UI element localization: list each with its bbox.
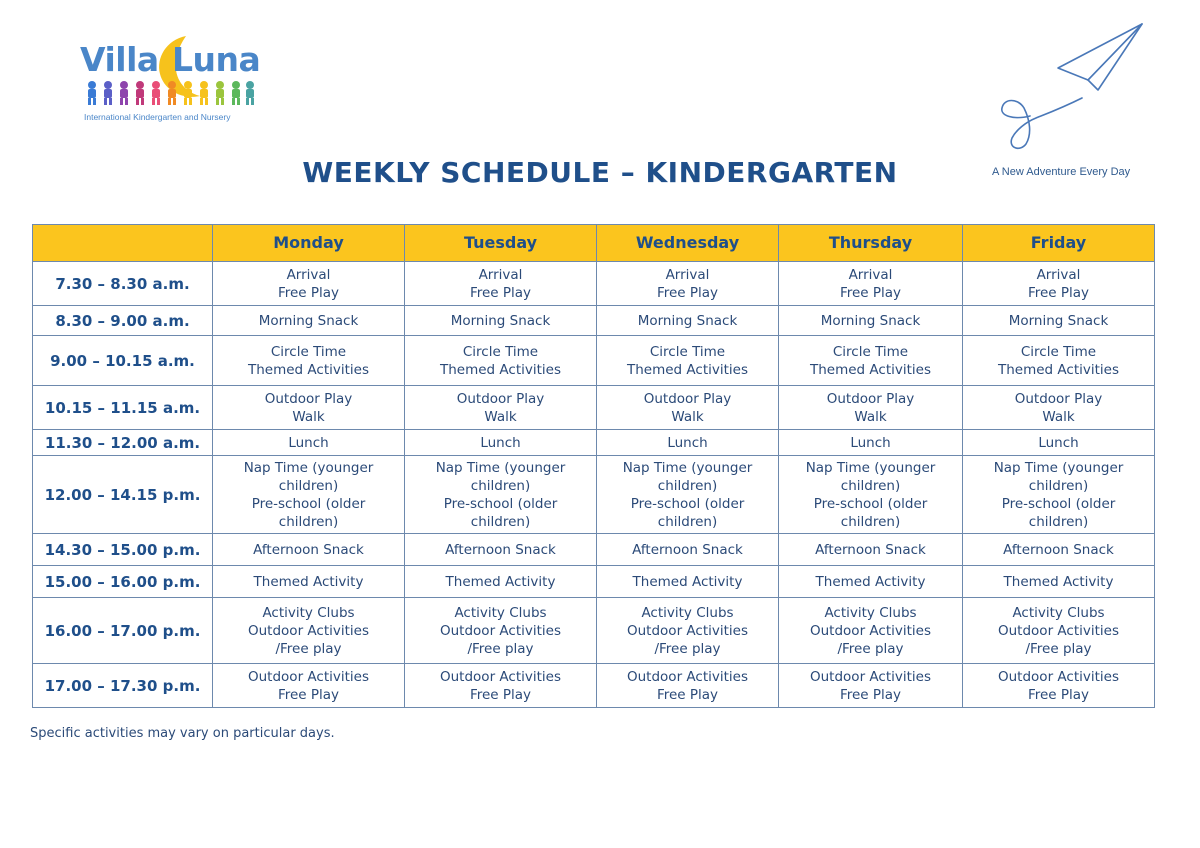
activity-line: Outdoor Activities [440,668,561,685]
activity-cell-wednesday [597,262,779,306]
activity-line: Outdoor Activities [248,668,369,685]
time-slot: 10.15 – 11.15 a.m. [33,386,213,430]
activity-cell-wednesday [597,566,779,598]
activity-cell-wednesday [597,386,779,430]
activity-line: /Free play [654,640,721,657]
activity-line: Arrival [286,266,331,283]
activity-cell-wednesday [597,664,779,708]
activity-cell-tuesday [405,430,597,456]
activity-line: Themed Activity [632,573,743,590]
time-slot: 7.30 – 8.30 a.m. [33,262,213,306]
activity-cell-monday [213,386,405,430]
activity-line: /Free play [837,640,904,657]
activity-line: /Free play [467,640,534,657]
activity-cell-monday [213,664,405,708]
activity-line: Walk [1042,408,1075,425]
activity-cell-tuesday [405,306,597,336]
activity-line: Free Play [839,686,902,703]
activity-cell-wednesday [597,534,779,566]
activity-cell-wednesday [597,456,779,534]
activity-line: Lunch [667,434,708,451]
activity-line: Free Play [1027,284,1090,301]
table-row [33,306,1155,336]
header-corner [33,225,213,262]
activity-line: children) [657,513,718,530]
schedule-body [33,262,1155,708]
activity-line: Outdoor Activities [248,622,369,639]
page-title: WEEKLY SCHEDULE – KINDERGARTEN [302,156,898,189]
activity-line: Themed Activity [253,573,364,590]
activity-line: Circle Time [270,343,347,360]
table-row [33,386,1155,430]
activity-line: Nap Time (younger [805,459,936,476]
day-header-wednesday: Wednesday [597,225,779,262]
activity-line: Pre-school (older [443,495,558,512]
activity-line: children) [1028,477,1089,494]
activity-line: Morning Snack [637,312,738,329]
time-slot: 12.00 – 14.15 p.m. [33,456,213,534]
activity-line: Themed Activities [809,361,931,378]
activity-line: Free Play [277,284,340,301]
activity-cell-monday [213,262,405,306]
activity-line: Arrival [665,266,710,283]
activity-line: Themed Activities [439,361,561,378]
activity-cell-thursday [779,430,963,456]
schedule-table [32,224,1155,708]
activity-line: /Free play [275,640,342,657]
activity-line: children) [278,513,339,530]
activity-line: Arrival [848,266,893,283]
activity-line: Walk [671,408,704,425]
activity-line: Activity Clubs [454,604,547,621]
table-row [33,336,1155,386]
activity-line: Pre-school (older [813,495,928,512]
activity-cell-monday [213,598,405,664]
activity-cell-tuesday [405,664,597,708]
activity-cell-monday [213,534,405,566]
activity-line: Free Play [469,686,532,703]
header-row [33,225,1155,262]
activity-line: Free Play [469,284,532,301]
activity-line: Lunch [288,434,329,451]
children-figures-icon [84,80,256,106]
table-row [33,262,1155,306]
table-row [33,598,1155,664]
activity-line: Circle Time [1020,343,1097,360]
activity-line: Morning Snack [450,312,551,329]
activity-line: Outdoor Activities [627,622,748,639]
activity-line: Themed Activity [815,573,926,590]
activity-line: /Free play [1025,640,1092,657]
activity-line: children) [840,513,901,530]
day-header-friday: Friday [963,225,1155,262]
activity-cell-friday [963,386,1155,430]
time-slot: 16.00 – 17.00 p.m. [33,598,213,664]
activity-line: Free Play [656,686,719,703]
activity-line: children) [1028,513,1089,530]
activity-cell-thursday [779,456,963,534]
activity-line: children) [470,513,531,530]
activity-line: Free Play [277,686,340,703]
activity-line: Outdoor Play [264,390,353,407]
activity-line: Outdoor Activities [998,622,1119,639]
time-slot: 14.30 – 15.00 p.m. [33,534,213,566]
activity-cell-monday [213,456,405,534]
activity-cell-tuesday [405,566,597,598]
activity-line: Walk [484,408,517,425]
activity-line: Morning Snack [258,312,359,329]
activity-line: Outdoor Activities [810,622,931,639]
activity-cell-thursday [779,566,963,598]
activity-line: Lunch [850,434,891,451]
activity-line: children) [657,477,718,494]
activity-line: children) [840,477,901,494]
activity-line: Activity Clubs [641,604,734,621]
activity-line: Arrival [1036,266,1081,283]
activity-cell-thursday [779,598,963,664]
activity-line: Walk [854,408,887,425]
activity-line: Walk [292,408,325,425]
activity-line: Lunch [480,434,521,451]
activity-line: Pre-school (older [251,495,366,512]
activity-line: Arrival [478,266,523,283]
activity-line: Themed Activity [1003,573,1114,590]
activity-line: Activity Clubs [1012,604,1105,621]
table-row [33,430,1155,456]
activity-line: Free Play [1027,686,1090,703]
activity-line: Afternoon Snack [1003,541,1114,558]
activity-cell-wednesday [597,336,779,386]
activity-line: Afternoon Snack [445,541,556,558]
activity-line: Themed Activities [247,361,369,378]
activity-line: Free Play [656,284,719,301]
activity-cell-wednesday [597,430,779,456]
activity-line: Morning Snack [1008,312,1109,329]
logo-word-luna: Luna [172,40,261,79]
activity-line: children) [470,477,531,494]
activity-cell-thursday [779,386,963,430]
time-slot: 11.30 – 12.00 a.m. [33,430,213,456]
activity-line: Outdoor Play [1014,390,1103,407]
activity-line: Circle Time [649,343,726,360]
table-row [33,566,1155,598]
activity-cell-tuesday [405,456,597,534]
table-row [33,456,1155,534]
activity-cell-tuesday [405,598,597,664]
activity-line: Afternoon Snack [815,541,926,558]
activity-cell-friday [963,336,1155,386]
activity-line: Afternoon Snack [253,541,364,558]
activity-line: Nap Time (younger [435,459,566,476]
activity-cell-monday [213,566,405,598]
activity-cell-thursday [779,336,963,386]
activity-cell-tuesday [405,336,597,386]
activity-line: Lunch [1038,434,1079,451]
activity-line: Afternoon Snack [632,541,743,558]
activity-line: Pre-school (older [1001,495,1116,512]
activity-cell-thursday [779,306,963,336]
footnote: Specific activities may vary on particular days. [30,726,335,741]
activity-cell-friday [963,534,1155,566]
activity-line: Outdoor Activities [440,622,561,639]
activity-cell-tuesday [405,534,597,566]
activity-line: Outdoor Activities [998,668,1119,685]
activity-cell-monday [213,430,405,456]
activity-line: children) [278,477,339,494]
paper-plane-icon [990,18,1150,154]
activity-line: Outdoor Activities [627,668,748,685]
activity-cell-tuesday [405,386,597,430]
time-slot: 9.00 – 10.15 a.m. [33,336,213,386]
activity-cell-friday [963,306,1155,336]
activity-line: Outdoor Play [456,390,545,407]
day-header-monday: Monday [213,225,405,262]
day-header-tuesday: Tuesday [405,225,597,262]
activity-line: Outdoor Activities [810,668,931,685]
activity-cell-friday [963,664,1155,708]
activity-line: Nap Time (younger [993,459,1124,476]
activity-line: Circle Time [832,343,909,360]
activity-line: Circle Time [462,343,539,360]
table-row [33,664,1155,708]
activity-cell-tuesday [405,262,597,306]
logo-word-villa: Villa [80,40,159,79]
activity-line: Themed Activities [626,361,748,378]
activity-line: Outdoor Play [643,390,732,407]
activity-cell-thursday [779,534,963,566]
logo-subtitle: International Kindergarten and Nursery [84,112,231,122]
activity-line: Nap Time (younger [622,459,753,476]
activity-cell-friday [963,566,1155,598]
activity-line: Activity Clubs [824,604,917,621]
tagline: A New Adventure Every Day [992,166,1131,178]
logo [78,34,268,130]
activity-cell-monday [213,336,405,386]
activity-cell-friday [963,456,1155,534]
activity-line: Themed Activities [997,361,1119,378]
activity-cell-wednesday [597,598,779,664]
activity-line: Activity Clubs [262,604,355,621]
activity-line: Nap Time (younger [243,459,374,476]
activity-line: Themed Activity [445,573,556,590]
activity-line: Free Play [839,284,902,301]
activity-cell-friday [963,598,1155,664]
time-slot: 17.00 – 17.30 p.m. [33,664,213,708]
table-row [33,534,1155,566]
activity-cell-wednesday [597,306,779,336]
activity-cell-monday [213,306,405,336]
activity-cell-thursday [779,262,963,306]
activity-line: Morning Snack [820,312,921,329]
day-header-thursday: Thursday [779,225,963,262]
activity-cell-friday [963,262,1155,306]
time-slot: 15.00 – 16.00 p.m. [33,566,213,598]
activity-cell-friday [963,430,1155,456]
activity-line: Outdoor Play [826,390,915,407]
activity-cell-thursday [779,664,963,708]
activity-line: Pre-school (older [630,495,745,512]
time-slot: 8.30 – 9.00 a.m. [33,306,213,336]
